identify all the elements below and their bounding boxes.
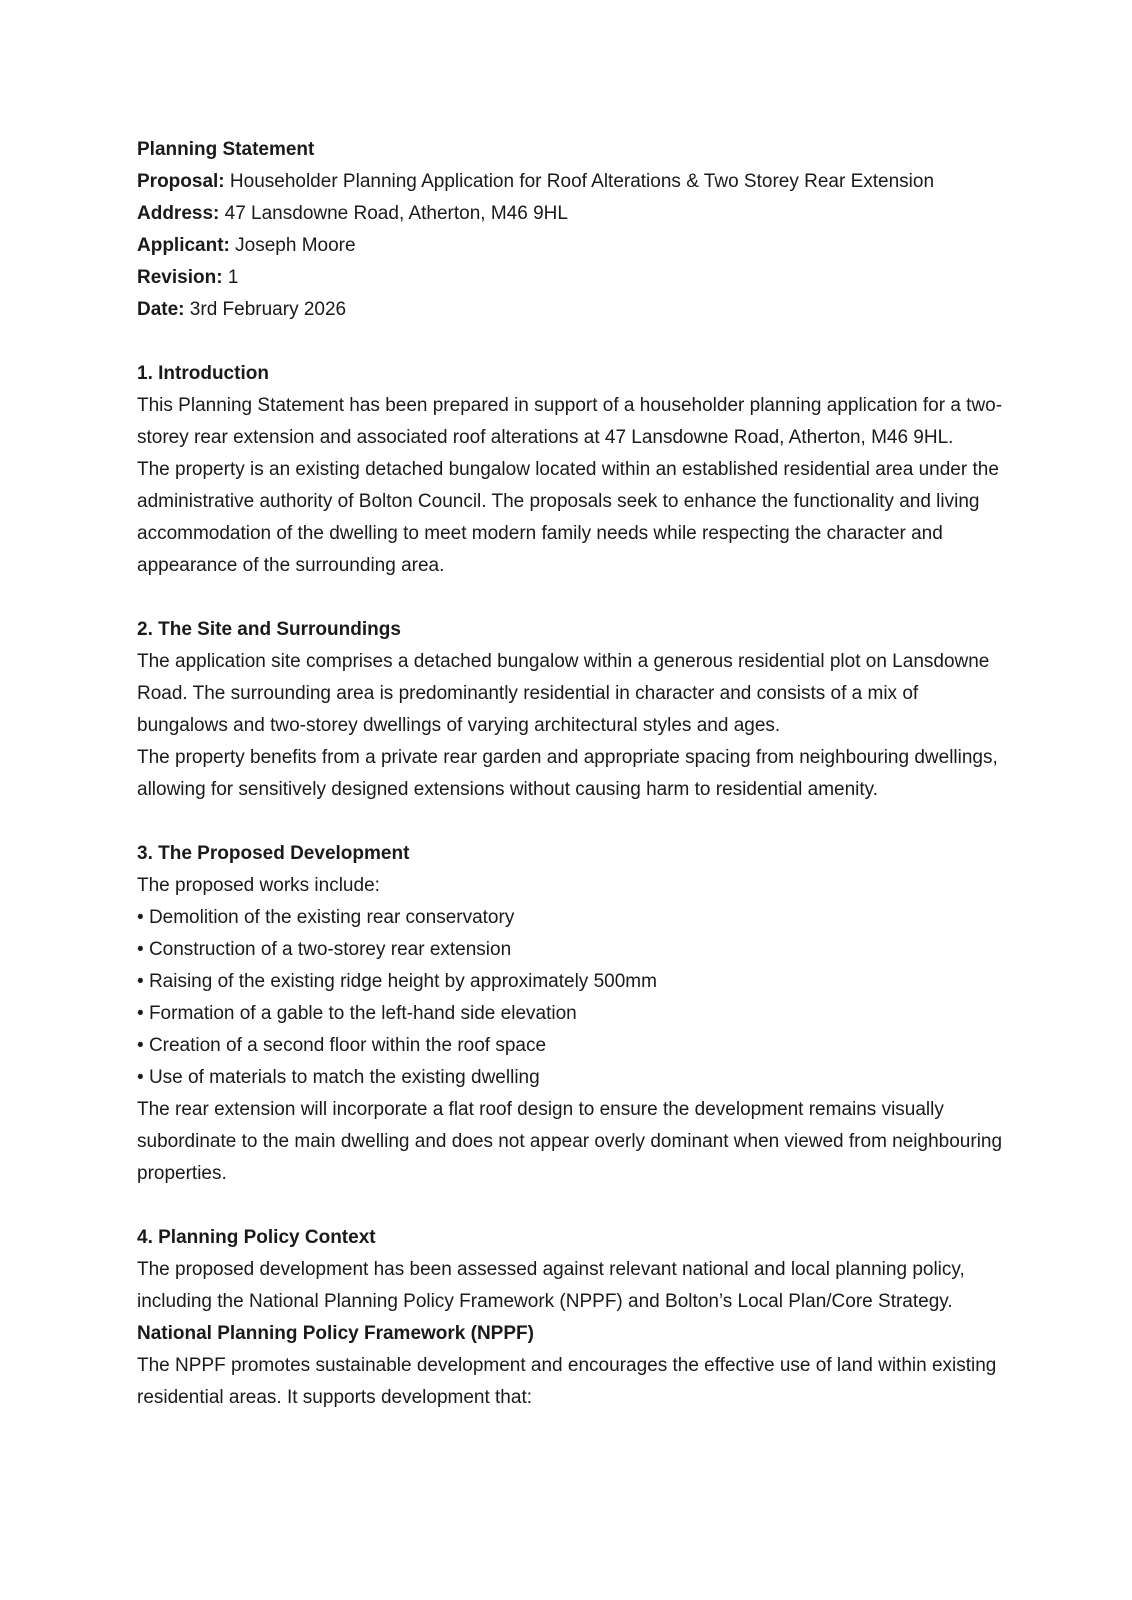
section-heading-introduction: 1. Introduction [137,363,269,384]
site-paragraph-1: The application site comprises a detached bungalow within a generous residential plot on Lansdowne Road. The surrounding area is predominantly residential in character and consists of a mix of bungalows and two-storey dwellings of varying architectural styles and ages. [137,651,990,736]
applicant-field [137,230,1007,262]
document-title: Planning Statement [137,139,315,160]
spacer [137,326,1007,358]
section-heading-policy: 4. Planning Policy Context [137,1227,376,1248]
section-heading-site: 2. The Site and Surroundings [137,619,401,640]
document-page [137,134,1007,1414]
proposal-field [137,166,1007,198]
introduction-paragraph-2: The property is an existing detached bungalow located within an established residential area under the administrative authority of Bolton Council. The proposals seek to enhance the functionality and living accommodation of the dwelling to meet modern family needs while respecting the character and appearance of the surrounding area. [137,459,999,576]
date-value: 3rd February 2026 [189,299,347,320]
revision-field [137,262,1007,294]
proposal-bullet-item: • Demolition of the existing rear conservatory [137,902,1007,934]
proposal-bullet-item: • Creation of a second floor within the roof space [137,1030,1007,1062]
spacer [137,582,1007,614]
revision-value: 1 [227,267,239,288]
proposal-label: Proposal: [137,171,225,192]
site-paragraph-2: The property benefits from a private rear garden and appropriate spacing from neighbouring dwellings, allowing for sensitively designed extensions without causing harm to residential amenity. [137,747,998,800]
address-value: 47 Lansdowne Road, Atherton, M46 9HL [224,203,568,224]
proposal-value: Householder Planning Application for Roof Alterations & Two Storey Rear Extension [229,171,935,192]
date-label: Date: [137,299,185,320]
revision-label: Revision: [137,267,223,288]
address-field [137,198,1007,230]
proposal-bullet-item: • Formation of a gable to the left-hand side elevation [137,998,1007,1030]
policy-paragraph-2: The NPPF promotes sustainable development and encourages the effective use of land within existing residential areas. It supports development that: [137,1355,997,1408]
proposal-intro: The proposed works include: [137,875,380,896]
spacer [137,1190,1007,1222]
policy-subheading-nppf: National Planning Policy Framework (NPPF) [137,1323,534,1344]
section-heading-proposal: 3. The Proposed Development [137,843,410,864]
applicant-label: Applicant: [137,235,230,256]
proposal-bullet-item: • Raising of the existing ridge height by approximately 500mm [137,966,1007,998]
proposal-bullet-item: • Construction of a two-storey rear extension [137,934,1007,966]
policy-paragraph-1: The proposed development has been assessed against relevant national and local planning policy, including the National Planning Policy Framework (NPPF) and Bolton’s Local Plan/Core Strategy. [137,1259,965,1312]
date-field [137,294,1007,326]
address-label: Address: [137,203,220,224]
proposal-bullet-item: • Use of materials to match the existing dwelling [137,1062,1007,1094]
introduction-paragraph-1: This Planning Statement has been prepared in support of a householder planning application for a two-storey rear extension and associated roof alterations at 47 Lansdowne Road, Atherton, M46 9HL. [137,395,1003,448]
applicant-value: Joseph Moore [235,235,356,256]
spacer [137,806,1007,838]
proposal-paragraph-2: The rear extension will incorporate a flat roof design to ensure the development remains visually subordinate to the main dwelling and does not appear overly dominant when viewed from neighbouring properties. [137,1099,1003,1184]
